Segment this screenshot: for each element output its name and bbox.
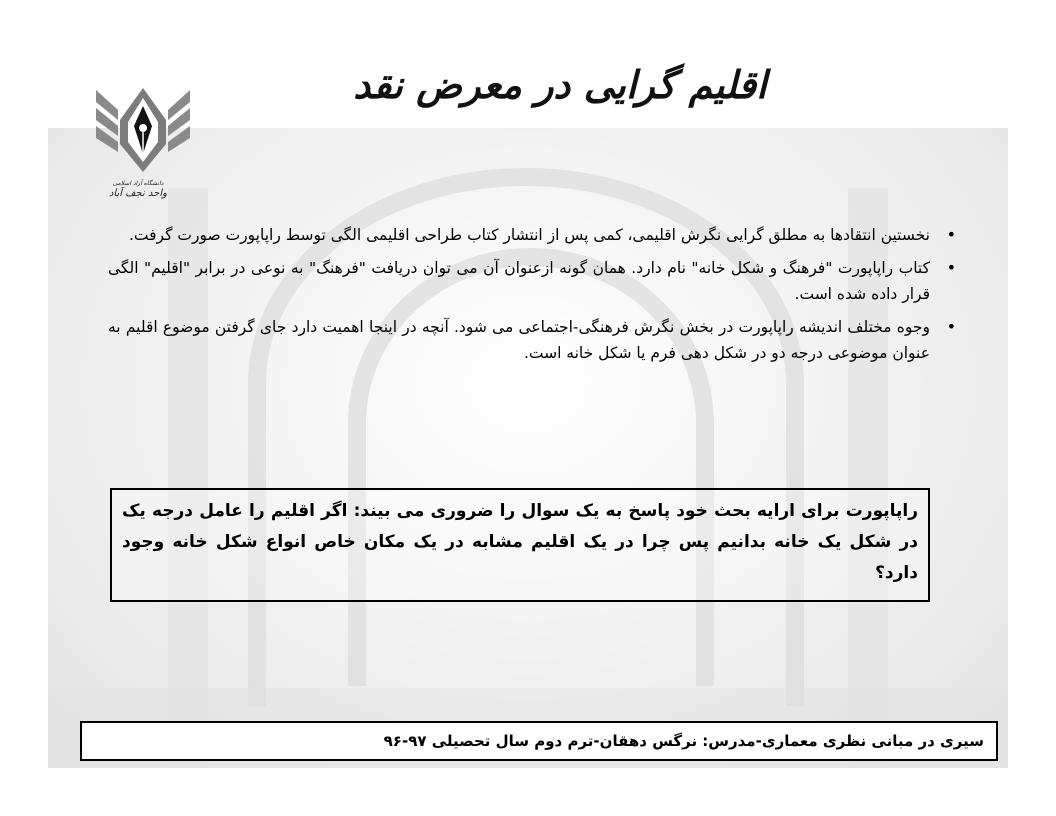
bullet-icon: • [946,317,956,336]
university-emblem-icon [88,80,198,180]
logo-caption-line2: واحد نجف آباد [108,188,168,199]
bullet-text: کتاب راپاپورت "فرهنگ و شکل خانه" نام دارد. همان گونه ازعنوان آن می توان دریافت "فرهنگ" به نوعی در برابر "اقلیم" الگی قرار داده شده است. [108,259,930,303]
bullet-text: وجوه مختلف اندیشه راپاپورت در بخش نگرش فرهنگی-اجتماعی می شود. آنچه در اینجا اهمیت دارد جای گرفتن موضوع اقلیم به عنوان موضوعی درجه دو در شکل دهی فرم یا شکل خانه است. [108,318,930,362]
university-logo [88,80,208,220]
list-item [108,255,960,307]
bullet-icon: • [946,258,956,277]
question-callout: راپاپورت برای ارایه بحث خود پاسخ به یک سوال را ضروری می بیند: اگر اقلیم را عامل درجه یک در شکل یک خانه بدانیم پس چرا در یک اقلیم مشابه در یک مکان خاص انواع شکل خانه وجود دارد؟ [110,488,930,602]
list-item [108,222,960,248]
logo-caption [96,180,180,199]
logo-caption-line1: دانشگاه آزاد اسلامی [112,180,164,187]
slide-footer: سیری در مبانی نظری معماری-مدرس: نرگس دهقان-ترم دوم سال تحصیلی ۹۷-۹۶ [80,721,998,761]
slide-title: اقلیم گرایی در معرض نقد [353,62,767,107]
bullet-list [108,222,960,373]
bullet-text: نخستین انتقادها به مطلق گرایی نگرش اقلیمی، کمی پس از انتشار کتاب طراحی اقلیمی الگی توسط راپاپورت صورت گرفت. [129,226,930,244]
list-item [108,314,960,366]
bullet-icon: • [946,225,956,244]
